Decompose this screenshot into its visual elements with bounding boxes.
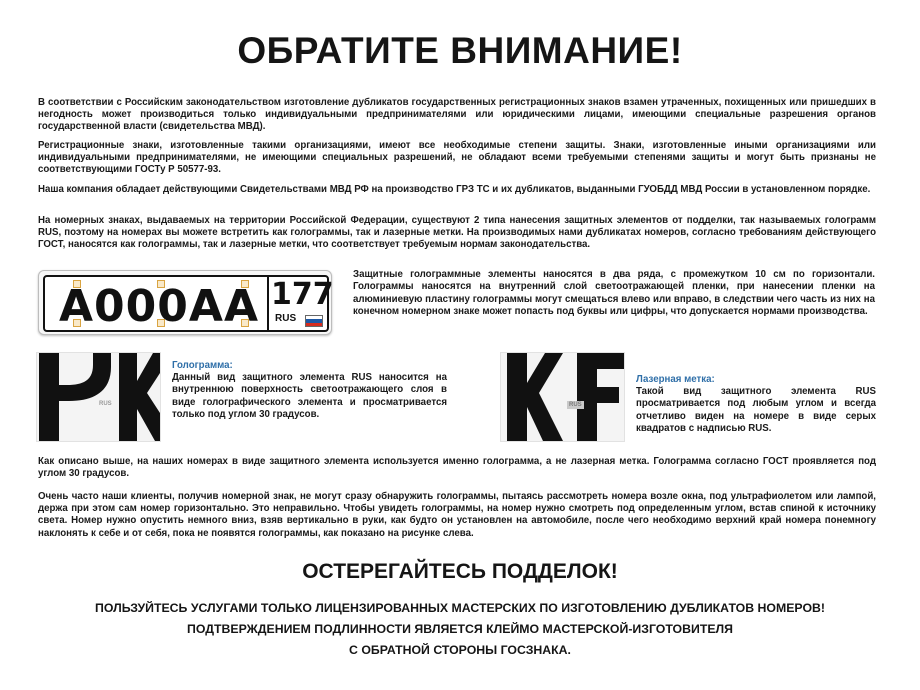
rus-laser-mark: RUS [569,402,582,408]
warning-line-1: ПОЛЬЗУЙТЕСЬ УСЛУГАМИ ТОЛЬКО ЛИЦЕНЗИРОВАННЫХ МАСТЕРСКИХ ПО ИЗГОТОВЛЕНИЮ ДУБЛИКАТОВ НОМЕРОВ! [94,601,825,615]
laser-label-title: Лазерная метка: [636,374,715,385]
paragraph-types: На номерных знаках, выдаваемых на территории Российской Федерации, существуют 2 типа нанесения защитных элементов от подделки, так называемых голограмм RUS, поэтому на номерах вы можете встретить как голограммы, так и лазерные метки. На производимых нами дубликатах номеров, согласно требованиям действующего ГОСТ, наносятся как голограммы, так и лазерные метки, что соответствует требуемым нормам законодательства. [38,215,876,251]
hologram-label-text: Данный вид защитного элемента RUS наносится на внутреннюю поверхность светоотражающего слоя в виде голографического элемента и просматривается только под углом 30 градусов. [172,372,447,420]
russian-flag-icon [305,315,323,327]
paragraph-hologram-used: Как описано выше, на наших номерах в виде защитного элемента используется именно голограмма, а не лазерная метка. Голограмма согласно ГОСТ проявляется под углом 30 градусов. [38,456,876,480]
hologram-sample-photo [36,352,161,442]
warning-line-2: ПОДТВЕРЖДЕНИЕМ ПОДЛИННОСТИ ЯВЛЯЕТСЯ КЛЕЙМО МАСТЕРСКОЙ-ИЗГОТОВИТЕЛЯ [186,622,734,636]
warning-line-3: С ОБРАТНОЙ СТОРОНЫ ГОСЗНАКА. [349,643,571,657]
rus-hologram-mark: RUS [99,401,112,407]
paragraph-legislation: В соответствии с Российским законодательством изготовление дубликатов государственных регистрационных знаков взамен утраченных, похищенных или пришедших в негодность может производиться только индивидуальными предпринимателями или юридическими лицами, имеющими специальные разрешения органов государственной власти (свидетельства МВД). [38,97,876,133]
paragraph-protection: Регистрационные знаки, изготовленные такими организациями, имеют все необходимые степени защиты. Знаки, изготовленные иными организациями или индивидуальными предпринимателями, не имеющими специальных разрешений, не обладают всеми требуемыми степенями защиты и могут быть признаны не соответствующими ГОСТу Р 50577-93. [38,140,876,176]
hologram-sample-letters [37,353,160,441]
paragraph-company: Наша компания обладает действующими Свидетельствами МВД РФ на производство ГРЗ ТС и их дубликатов, выданными ГУОБДД МВД России в установленном порядке. [38,184,871,195]
hologram-label-title: Голограмма: [172,360,233,371]
paragraph-how-to-see: Очень часто наши клиенты, получив номерной знак, не могут сразу обнаружить голограммы, пытаясь рассмотреть номера возле окна, под ультрафиолетом или лампой, держа при этом сам номер горизонтально. Это неправильно. Чтобы увидеть голограммы, на номер нужно смотреть под определенным углом, встав спиной к источнику света. Номер нужно опустить немного вниз, взяв вертикально в руки, как будто он установлен на автомобиле, после чего необходимо верхний край номера понемногу наклонять к себе и от себя, пока не появятся голограммы, как показано на рисунке слева. [38,491,876,539]
page-title: ОБРАТИТЕ ВНИМАНИЕ! [237,30,683,71]
laser-sample-letters [501,353,624,441]
laser-mark-sample-photo [500,352,625,442]
plate-divider [267,277,269,330]
plate-number: А000АА [59,281,260,332]
license-plate-frame [43,275,334,332]
plate-region-code: 177 [271,277,334,312]
license-plate-image [38,270,332,335]
warning-title: ОСТЕРЕГАЙТЕСЬ ПОДДЕЛОК! [302,560,618,583]
plate-country-code: RUS [275,313,297,324]
laser-label-text: Такой вид защитного элемента RUS просматривается под любым углом и всегда отчетливо виден на номере в виде серых квадратов с надписью RUS. [636,386,876,434]
hologram-placement-text: Защитные голограммные элементы наносятся в два ряда, с промежутком 10 см по горизонтали. Голограммы наносятся на внутренний слой светоотражающей пленки, при нанесении пленки на алюминиевую пластину голограммы могут смещаться влево или вправо, в следствии чего часть из них на конечном номерном знаке может попасть под буквы или цифры, что допускается нормами производства. [353,269,875,317]
